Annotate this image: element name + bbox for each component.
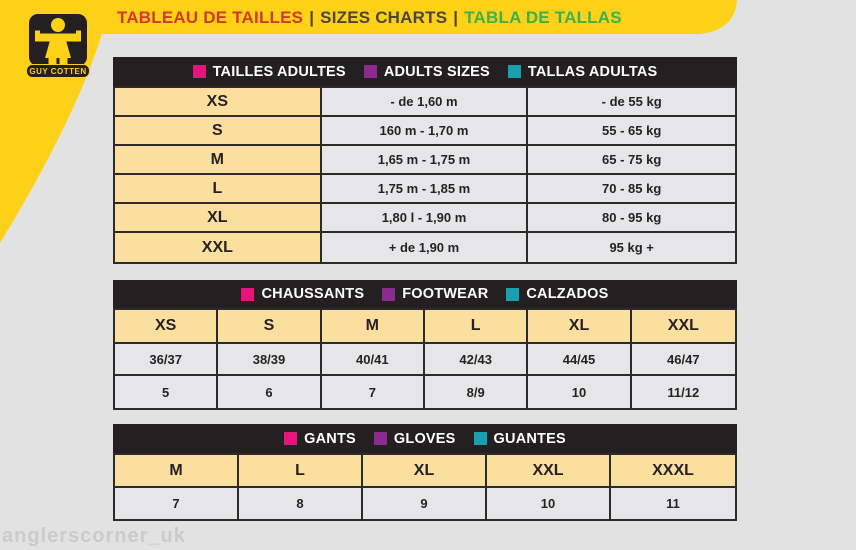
height-cell: 160 m - 1,70 m: [322, 117, 529, 146]
legend-item-es: [506, 286, 608, 302]
eu-size-cell: 46/47: [632, 344, 735, 376]
adults-table-header: [113, 57, 737, 86]
column-header-cell: M: [322, 310, 425, 344]
legend-item-fr: [241, 286, 364, 302]
teal-legend-square-icon: [506, 288, 519, 301]
weight-cell: 65 - 75 kg: [528, 146, 735, 175]
height-cell: - de 1,60 m: [322, 88, 529, 117]
weight-cell: 55 - 65 kg: [528, 117, 735, 146]
seller-watermark: anglerscorner_uk: [2, 525, 186, 547]
weight-cell: 70 - 85 kg: [528, 175, 735, 204]
legend-item-fr: [193, 64, 346, 80]
column-header-cell: S: [218, 310, 321, 344]
size-cell: S: [115, 117, 322, 146]
guy-cotten-figure-icon: [26, 14, 90, 80]
uk-size-cell: 8/9: [425, 376, 528, 408]
eu-size-cell: 40/41: [322, 344, 425, 376]
pink-legend-square-icon: [284, 432, 297, 445]
legend-label: CHAUSSANTS: [261, 286, 365, 302]
column-header-cell: M: [115, 455, 239, 488]
gloves-table-header: [113, 424, 737, 453]
eu-size-cell: 38/39: [218, 344, 321, 376]
eu-size-cell: 42/43: [425, 344, 528, 376]
pink-legend-square-icon: [241, 288, 254, 301]
column-header-cell: XXXL: [611, 455, 735, 488]
eu-size-cell: 36/37: [115, 344, 218, 376]
column-header-cell: XS: [115, 310, 218, 344]
legend-label: TALLAS ADULTAS: [527, 63, 658, 80]
size-cell: L: [115, 175, 322, 204]
purple-legend-square-icon: [382, 288, 395, 301]
uk-size-cell: 5: [115, 376, 218, 408]
title-french: TABLEAU DE TAILLES: [117, 8, 304, 27]
height-cell: + de 1,90 m: [322, 233, 529, 262]
title-separator: |: [309, 8, 315, 27]
title-english: SIZES CHARTS: [320, 8, 448, 27]
column-header-cell: XL: [528, 310, 631, 344]
uk-size-cell: 7: [322, 376, 425, 408]
svg-text:GUY COTTEN: GUY COTTEN: [29, 67, 87, 76]
size-cell: XS: [115, 88, 322, 117]
legend-label: FOOTWEAR: [402, 286, 489, 302]
adults-table-body: [113, 86, 737, 264]
legend-item-en: [374, 431, 456, 447]
uk-size-cell: 10: [528, 376, 631, 408]
adults-sizes-table: [113, 57, 737, 264]
uk-size-cell: 6: [218, 376, 321, 408]
weight-cell: 95 kg +: [528, 233, 735, 262]
footwear-table: [113, 280, 737, 410]
size-cell: M: [115, 146, 322, 175]
legend-item-en: [364, 64, 490, 80]
glove-size-cell: 10: [487, 488, 611, 519]
legend-label: GLOVES: [393, 430, 456, 447]
glove-size-cell: 8: [239, 488, 363, 519]
footwear-table-body: [113, 308, 737, 410]
column-header-cell: L: [239, 455, 363, 488]
legend-label: ADULTS SIZES: [383, 63, 490, 80]
title-separator: |: [453, 8, 459, 27]
title-spanish: TABLA DE TALLAS: [464, 8, 622, 27]
legend-label: GUANTES: [493, 430, 566, 447]
column-header-cell: L: [425, 310, 528, 344]
size-cell: XL: [115, 204, 322, 233]
pink-legend-square-icon: [193, 65, 206, 78]
column-header-cell: XXL: [632, 310, 735, 344]
height-cell: 1,80 l - 1,90 m: [322, 204, 529, 233]
teal-legend-square-icon: [474, 432, 487, 445]
height-cell: 1,65 m - 1,75 m: [322, 146, 529, 175]
footwear-table-header: [113, 280, 737, 308]
legend-item-en: [382, 286, 488, 302]
glove-size-cell: 7: [115, 488, 239, 519]
column-header-cell: XXL: [487, 455, 611, 488]
legend-item-es: [474, 431, 566, 447]
column-header-cell: XL: [363, 455, 487, 488]
legend-item-fr: [284, 431, 356, 447]
teal-legend-square-icon: [508, 65, 521, 78]
height-cell: 1,75 m - 1,85 m: [322, 175, 529, 204]
legend-label: GANTS: [304, 430, 356, 447]
purple-legend-square-icon: [374, 432, 387, 445]
uk-size-cell: 11/12: [632, 376, 735, 408]
legend-item-es: [508, 64, 658, 80]
page-title: [117, 8, 622, 28]
glove-size-cell: 9: [363, 488, 487, 519]
guy-cotten-logo: [26, 14, 90, 85]
legend-label: TAILLES ADULTES: [212, 63, 346, 80]
glove-size-cell: 11: [611, 488, 735, 519]
gloves-table-body: [113, 453, 737, 521]
weight-cell: 80 - 95 kg: [528, 204, 735, 233]
weight-cell: - de 55 kg: [528, 88, 735, 117]
gloves-table: [113, 424, 737, 521]
purple-legend-square-icon: [364, 65, 377, 78]
size-cell: XXL: [115, 233, 322, 262]
legend-label: CALZADOS: [526, 286, 609, 302]
eu-size-cell: 44/45: [528, 344, 631, 376]
